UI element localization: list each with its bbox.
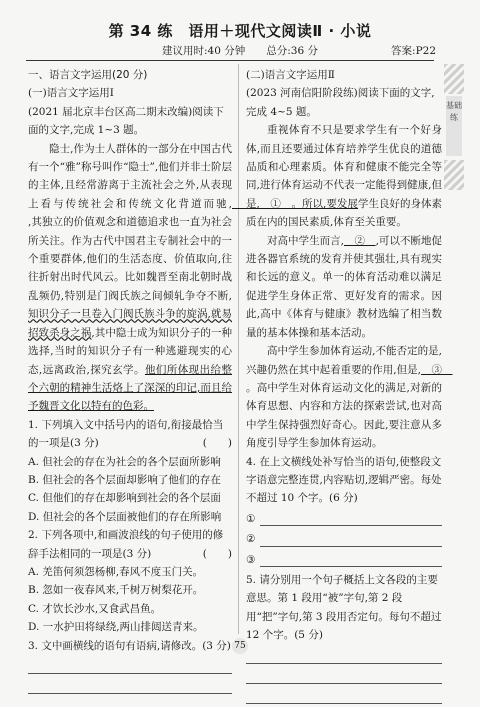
answer-paren[interactable]: ( ) bbox=[202, 437, 232, 450]
source-note: (2021 届北京丰台区高二期末改编)阅读下面的文字,完成 1~3 题。 bbox=[28, 105, 224, 137]
answer-line[interactable] bbox=[28, 677, 232, 694]
passage-paragraph: 重视体育不只是要求学生有一个好身体,而且还要通过体育培养学生优良的道德品质和心理素质。体育和健康不能完全等同,进行体育运动不代表一定能得到健康,但是, ① 。所以,要发展学生良好的身体素质在内的国民素质,体育至关重要。 bbox=[246, 124, 443, 229]
answer-reference: 答案:P22 bbox=[391, 45, 436, 57]
page-title: 第 34 练 语用＋现代文阅读Ⅱ · 小说 bbox=[108, 22, 372, 40]
side-stripes-bottom bbox=[444, 160, 464, 190]
source-note: (2023 河南信阳阶段练)阅读下面的文字,完成 4~5 题。 bbox=[246, 87, 435, 118]
blank-marker: ③ bbox=[431, 363, 443, 376]
blank-marker: ① bbox=[270, 197, 281, 210]
question-2: 2. 下列各项中,和画波浪线的句子使用的修辞手法相同的一项是(3 分) ( ) bbox=[28, 526, 232, 563]
answer-line[interactable] bbox=[28, 657, 232, 674]
q1-option[interactable]: A. 但社会的存在为社会的各个层面所影响 bbox=[28, 455, 221, 468]
answer-line[interactable] bbox=[246, 687, 442, 704]
fill-line[interactable] bbox=[246, 510, 442, 528]
question-5: 5. 请分别用一个句子概括上文各段的主要意思。第 1 段用“被”字句,第 2 段用“把”字句,第 3 段用否定句。每句不超过 12 个字。(5 分) bbox=[246, 573, 442, 642]
q2-option[interactable]: C. 才饮长沙水,又食武昌鱼。 bbox=[28, 602, 162, 615]
question-3: 3. 文中画横线的语句有语病,请修改。(3 分) bbox=[28, 639, 231, 652]
header-rule bbox=[26, 60, 434, 61]
passage-paragraph: 高中学生参加体育运动,不能否定的是,兴趣仍然在其中起着重要的作用,但是, ③ 。高中学生对体育运动文化的满足,对新的体育思想、内容和方法的探索尝试,也对高中学生保持强烈好奇心。因此,要注意从多角度引导学生参加体育运动。 bbox=[246, 345, 443, 450]
passage-paragraph: 隐士,作为士人群体的一部分在中国古代有一个“雅”称号叫作“隐士”,他们并非士阶层的主体,且经常游离于主流社会之外,从表现上看与传统社会和传统文化背道而驰, ,其独立的价值观念和道德追求也一直为社会所关注。作为古代中国君主专制社会中的一个重要群体,他们的生活态度、价值取向,往往折射出时代风云。比如魏晋至南北朝时战乱频仍,特别是门阀氏族之间倾轧争夺不断,知识分子一旦卷入门阀氏族斗争的旋涡,就易招致杀身之祸,其中隐士成为知识分子的一种选择,当时的知识分子有一种逃避现实的心态,远离政治,探究玄学。他们所体现出给整个六朝的精神生活烙上了深深的印记,而且给予魏晋文化以特有的色彩。 bbox=[28, 142, 233, 413]
answer-line[interactable] bbox=[246, 667, 442, 684]
q2-option[interactable]: B. 忽如一夜春风来,千树万树梨花开。 bbox=[28, 584, 204, 597]
exercise-meta: 建议用时:40 分钟 总分:36 分 bbox=[162, 45, 318, 57]
q1-option[interactable]: C. 但他们的存在却影响到社会的各个层面 bbox=[28, 492, 221, 505]
page-number: 75 bbox=[0, 638, 480, 654]
blank-marker: ② bbox=[354, 234, 366, 247]
q2-option[interactable]: A. 羌笛何须怨杨柳,春风不度玉门关。 bbox=[28, 565, 204, 578]
passage-paragraph: 对高中学生而言, ② ,可以不断地促进各器官系统的发育并使其强壮,具有现实和长远的意义。单一的体育活动难以满足促进学生身体正常、更好发育的需求。因此,高中《体育与健康》教材选编了相当数量的基本体操和基本活动。 bbox=[246, 234, 443, 339]
q1-option[interactable]: B. 但社会的各个层面却影响了他们的存在 bbox=[28, 473, 221, 486]
q2-option[interactable]: D. 一水护田将绿绕,两山排闼送青来。 bbox=[28, 621, 204, 634]
side-stripes-top bbox=[444, 64, 464, 94]
section-heading: 一、语言文字运用(20 分) bbox=[28, 69, 148, 81]
fill-line[interactable] bbox=[246, 551, 442, 569]
left-column bbox=[28, 66, 232, 697]
q1-option[interactable]: D. 但社会的各个层面被他们的存在所影响 bbox=[28, 510, 222, 523]
fill-label: ① bbox=[246, 512, 256, 525]
answer-paren[interactable]: ( ) bbox=[202, 547, 232, 560]
subsection-heading: (一)语言文字运用Ⅰ bbox=[28, 87, 114, 100]
question-1: 1. 下列填入文中括号内的语句,衔接最恰当的一项是(3 分) ( ) bbox=[28, 416, 232, 453]
fill-label: ② bbox=[246, 533, 256, 546]
fill-label: ③ bbox=[246, 553, 256, 566]
right-column bbox=[246, 66, 442, 707]
side-tab: 基础练 bbox=[446, 96, 462, 156]
subsection-heading: (二)语言文字运用Ⅱ bbox=[246, 69, 335, 81]
question-4: 4. 在上文横线处补写恰当的语句,使整段文字语意完整连贯,内容贴切,逻辑严密。每处不超过 10 个字。(6 分) bbox=[246, 455, 442, 505]
column-divider bbox=[238, 64, 239, 634]
fill-line[interactable] bbox=[246, 530, 442, 548]
